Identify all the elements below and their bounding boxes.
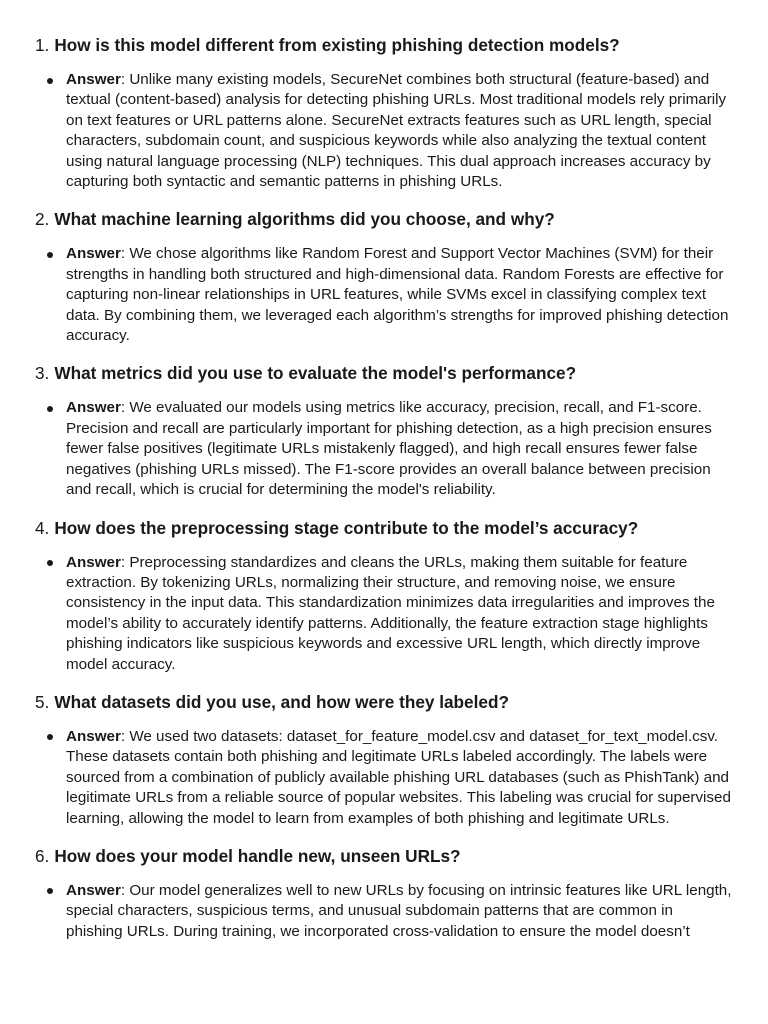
question-number: 2. [35, 209, 50, 230]
answer-list-item [35, 881, 732, 942]
answer-text: : We chose algorithms like Random Forest and Support Vector Machines (SVM) for their strengths in handling both structured and high-dimensional data. Random Forests are effective for capturing non-linear relationships in URL features, while SVMs excel in classifying complex text data. By combining them, we leveraged each algorithm’s strengths for improved phishing detection accuracy. [66, 245, 729, 345]
answer-label: Answer [66, 727, 121, 745]
bullet-icon [47, 734, 53, 740]
question-number: 5. [35, 691, 50, 712]
answer-list-item [35, 727, 732, 829]
question-text: How is this model different from existing phishing detection models? [54, 35, 620, 55]
answer-text: : Unlike many existing models, SecureNet combines both structural (feature-based) and textual (content-based) analysis for detecting phishing URLs. Most traditional models rely primarily on text features or URL patterns alone. SecureNet extracts features such as URL length, special characters, subdomain count, and suspicious keywords while also analyzing the textual content using natural language processing (NLP) techniques. This dual approach increases accuracy by capturing both syntactic and semantic patterns in phishing URLs. [66, 71, 727, 191]
answer-text: : Our model generalizes well to new URLs by focusing on intrinsic features like URL length, special characters, suspicious terms, and unusual subdomain patterns that are common in phishing URLs. During training, we incorporated cross-validation to ensure the model doesn’t [66, 881, 732, 940]
answer-label: Answer [66, 399, 121, 417]
answer-list-item [35, 70, 732, 192]
qa-item-3 [35, 362, 732, 500]
answer-list-item [35, 398, 732, 500]
qa-item-5 [35, 691, 732, 829]
question-heading [35, 362, 732, 384]
bullet-icon [47, 406, 53, 412]
question-text: What datasets did you use, and how were they labeled? [54, 691, 509, 712]
question-number: 6. [35, 845, 50, 866]
question-heading [35, 517, 732, 539]
bullet-icon [47, 888, 53, 894]
answer-label: Answer [66, 881, 121, 899]
answer-list-item [35, 553, 732, 675]
question-heading [35, 845, 732, 867]
question-number: 1. [35, 35, 50, 55]
bullet-icon [47, 252, 53, 258]
question-text: How does your model handle new, unseen URLs? [54, 845, 461, 866]
question-number: 3. [35, 363, 50, 384]
answer-label: Answer [66, 245, 121, 263]
question-heading [35, 691, 732, 713]
question-number: 4. [35, 517, 50, 538]
answer-text: : We evaluated our models using metrics like accuracy, precision, recall, and F1-score. Precision and recall are particularly important for phishing detection, as a high precision ensures fewer false positives (legitimate URLs mistakenly flagged), and high recall ensures fewer false negatives (phishing URLs missed). The F1-score provides an overall balance between precision and recall, which is crucial for determining the model's reliability. [66, 399, 712, 499]
answer-text: : Preprocessing standardizes and cleans the URLs, making them suitable for feature extraction. By tokenizing URLs, normalizing their structure, and removing noise, we ensure consistency in the input data. This standardization minimizes data irregularities and improves the model’s ability to accurately identify patterns. Additionally, the feature extraction stage highlights phishing indicators like suspicious keywords and excessive URL length, which directly improve model accuracy. [66, 553, 715, 673]
question-heading [35, 34, 732, 56]
qa-item-1 [35, 34, 732, 192]
qa-item-2 [35, 208, 732, 346]
question-heading [35, 208, 732, 230]
bullet-icon [47, 560, 53, 566]
bullet-icon [47, 78, 53, 84]
qa-item-4 [35, 517, 732, 675]
qa-item-6 [35, 845, 732, 942]
answer-text: : We used two datasets: dataset_for_feature_model.csv and dataset_for_text_model.csv. These datasets contain both phishing and legitimate URLs labeled accordingly. The labels were sourced from a combination of publicly available phishing URL databases (such as PhishTank) and legitimate URLs from a reliable source of popular websites. This labeling was crucial for supervised learning, allowing the model to learn from examples of both phishing and legitimate URLs. [66, 727, 731, 827]
question-text: What metrics did you use to evaluate the model's performance? [54, 363, 577, 384]
answer-label: Answer [66, 553, 121, 571]
question-text: How does the preprocessing stage contribute to the model’s accuracy? [54, 517, 639, 538]
answer-label: Answer [66, 71, 121, 88]
question-text: What machine learning algorithms did you choose, and why? [54, 209, 555, 230]
answer-list-item [35, 244, 732, 346]
